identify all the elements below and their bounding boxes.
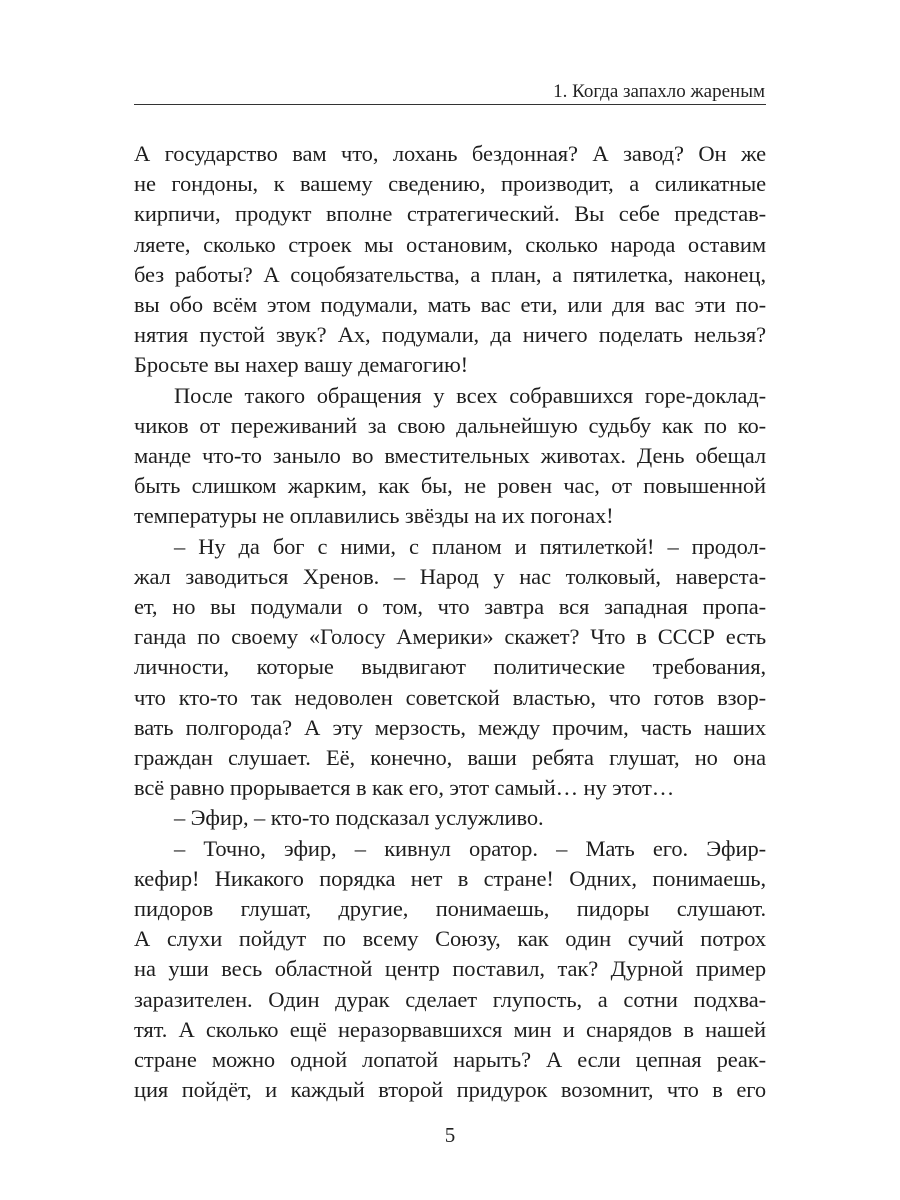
text-line: что кто-то так недоволен советской властью, что готов взор- xyxy=(134,684,766,710)
header-rule xyxy=(134,104,766,105)
text-line: вать полгорода? А эту мерзость, между прочим, часть наших xyxy=(134,714,766,740)
text-line: пидоров глушат, другие, понимаешь, пидоры слушают. xyxy=(134,896,766,921)
text-line: стране можно одной лопатой нарыть? А если цепная реак- xyxy=(134,1047,766,1072)
text-line: вы обо всём этом подумали, мать вас ети, или для вас эти по- xyxy=(134,292,766,317)
text-line: граждан слушает. Её, конечно, ваши ребята глушат, но она xyxy=(134,745,766,770)
text-line: тят. А сколько ещё неразорвавшихся мин и снарядов в нашей xyxy=(134,1016,766,1042)
text-line: жал заводиться Хренов. – Народ у нас толковый, наверста- xyxy=(134,563,766,589)
text-line: ет, но вы подумали о том, что завтра вся западная пропа- xyxy=(134,594,766,619)
text-line: заразителен. Один дурак сделает глупость, а сотни подхва- xyxy=(134,986,766,1012)
text-line: А государство вам что, лохань бездонная? А завод? Он же xyxy=(134,141,766,166)
text-line: ляете, сколько строек мы остановим, сколько народа оставим xyxy=(134,231,766,257)
text-line: А слухи пойдут по всему Союзу, как один сучий потрох xyxy=(134,926,766,952)
text-line: кефир! Никакого порядка нет в стране! Одних, понимаешь, xyxy=(134,865,766,891)
paragraph-first-line: После такого обращения у всех собравшихся горе-доклад- xyxy=(174,382,766,408)
text-line: чиков от переживаний за свою дальнейшую судьбу как по ко- xyxy=(134,412,766,438)
paragraph-first-line: – Точно, эфир, – кивнул оратор. – Мать его. Эфир- xyxy=(174,835,766,861)
text-line: ганда по своему «Голосу Америки» скажет? Что в СССР есть xyxy=(134,624,766,650)
text-line: не гондоны, к вашему сведению, производит, а силикатные xyxy=(134,171,766,197)
text-line: кирпичи, продукт вполне стратегический. Вы себе представ- xyxy=(134,201,766,227)
text-line: без работы? А соцобязательства, а план, а пятилетка, наконец, xyxy=(134,261,766,287)
text-line: быть слишком жарким, как бы, не ровен час, от повышенной xyxy=(134,473,766,499)
text-line: нятия пустой звук? Ах, подумали, да ничего поделать нельзя? xyxy=(134,322,766,348)
text-line: всё равно прорывается в как его, этот самый… ну этот… xyxy=(134,775,675,801)
text-line: температуры не оплавились звёзды на их погонах! xyxy=(134,503,614,529)
page-number: 5 xyxy=(444,1123,456,1147)
text-line: манде что-то заныло во вместительных животах. День обещал xyxy=(134,443,766,468)
text-line: на уши весь областной центр поставил, так? Дурной пример xyxy=(134,956,766,982)
paragraph-first-line: – Ну да бог с ними, с планом и пятилеткой! – продол- xyxy=(174,533,766,559)
text-line: Бросьте вы нахер вашу демагогию! xyxy=(134,352,469,378)
text-line: личности, которые выдвигают политические требования, xyxy=(134,654,766,680)
paragraph-first-line: – Эфир, – кто-то подсказал услужливо. xyxy=(174,805,544,831)
running-head: 1. Когда запахло жареным xyxy=(553,81,765,102)
text-line: ция пойдёт, и каждый второй придурок возомнит, что в его xyxy=(134,1077,766,1103)
